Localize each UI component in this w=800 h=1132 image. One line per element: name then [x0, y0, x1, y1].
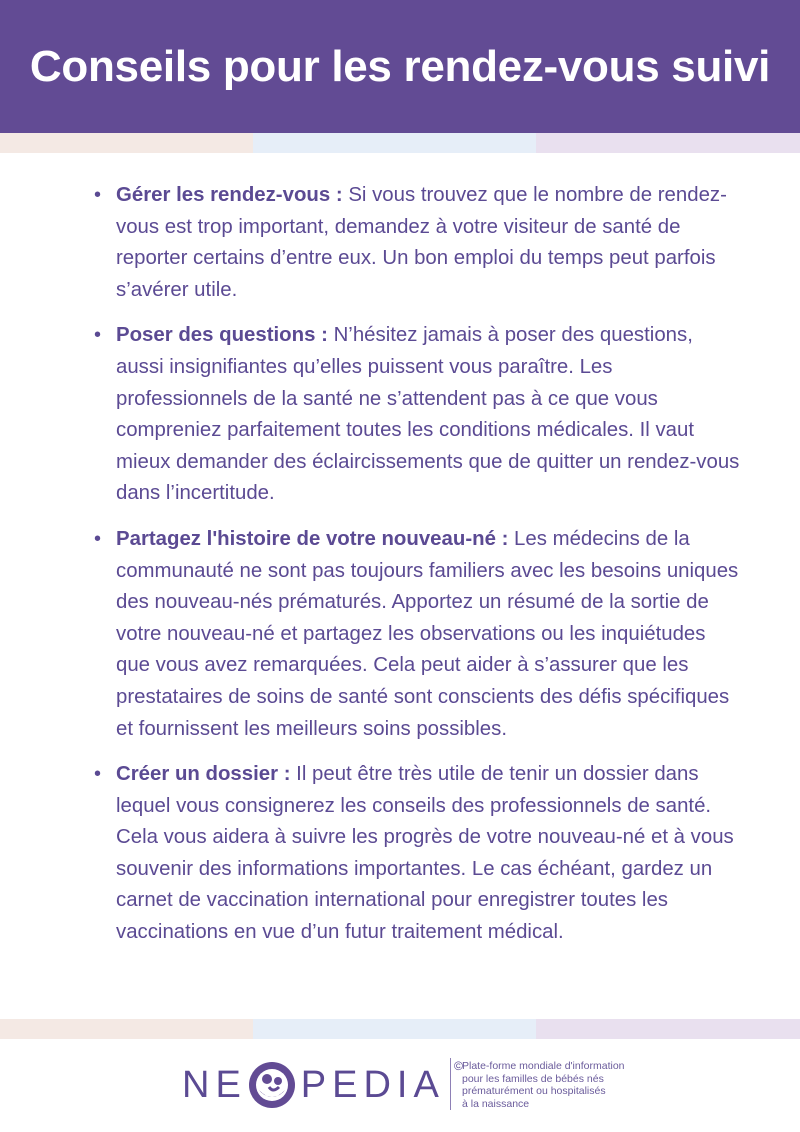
tip-title: Créer un dossier : — [116, 763, 291, 786]
strip-segment-peach — [0, 1019, 253, 1039]
tip-text: Les médecins de la communauté ne sont pas toujours familiers avec les besoins uniques des nouveau-nés prématurés. Apportez un résumé de la sortie de votre nouveau-né et partagez les observations ou les inquiétudes que vous avez remarquées. Cela peut aider à s’assurer que les prestataires de soins de santé sont conscients des défis spécifiques et fournissent les meilleurs soins possibles. — [116, 527, 739, 740]
page-header — [0, 0, 800, 133]
strip-segment-blue — [253, 133, 536, 153]
tip-text: Si vous trouvez que le nombre de rendez-vous est trop important, demandez à votre visiteur de santé de reporter certains d’entre eux. Un bon emploi du temps peut parfois s’avérer utile. — [116, 184, 727, 301]
logo-text-right: PEDIA — [300, 1064, 445, 1106]
strip-segment-lavender — [536, 1019, 800, 1039]
strip-segment-lavender — [536, 133, 800, 153]
tip-item-manage-appointments — [92, 180, 742, 306]
tip-title: Gérer les rendez-vous : — [116, 184, 343, 206]
tip-title: Poser des questions : — [116, 324, 328, 347]
strip-segment-peach — [0, 133, 253, 153]
copyright-mark: © — [454, 1059, 463, 1073]
tip-text: Il peut être très utile de tenir un dossier dans lequel vous consignerez les conseils des professionnels de santé. Cela vous aidera à suivre les progrès de votre nouveau-né et à vous souvenir des informations importantes. Le cas échéant, gardez un carnet de vaccination international pour enregistrer toutes les vaccinations en vue d’un futur traitement médical. — [116, 763, 734, 944]
decorative-color-strip-top — [0, 133, 800, 153]
footer-divider — [450, 1058, 451, 1110]
tip-item-share-history — [92, 524, 742, 745]
decorative-color-strip-bottom — [0, 1019, 800, 1039]
neopedia-emblem-icon — [247, 1060, 297, 1110]
bullet-icon: • — [94, 763, 102, 786]
tips-list — [92, 180, 742, 949]
tagline-line: prématurément ou hospitalisés — [462, 1085, 606, 1097]
tagline-line: pour les familles de bébés nés — [462, 1072, 604, 1085]
tip-text: N’hésitez jamais à poser des questions, aussi insignifiantes qu’elles puissent vous paraître. Les professionnels de la santé ne s’attendent pas à ce que vous compreniez parfaitement toutes les conditions médicales. Il vaut mieux demander des éclaircissements que de quitter un rendez-vous dans l’incertitude. — [116, 324, 740, 505]
bullet-icon: • — [94, 184, 102, 206]
tagline-line: Plate-forme mondiale d'information — [462, 1060, 625, 1072]
tip-title: Partagez l'histoire de votre nouveau-né : — [116, 527, 509, 550]
footer-tagline — [462, 1060, 662, 1110]
tips-content — [92, 180, 742, 963]
tagline-line: à la naissance — [462, 1097, 530, 1110]
page-title: Conseils pour les rendez-vous suivi — [29, 41, 771, 91]
tip-item-create-file — [92, 759, 742, 949]
tip-item-ask-questions — [92, 320, 742, 510]
neopedia-logo — [182, 1055, 463, 1115]
bullet-icon: • — [94, 324, 102, 347]
logo-text-left: NE — [182, 1064, 247, 1106]
strip-segment-blue — [253, 1019, 536, 1039]
bullet-icon: • — [94, 527, 102, 550]
